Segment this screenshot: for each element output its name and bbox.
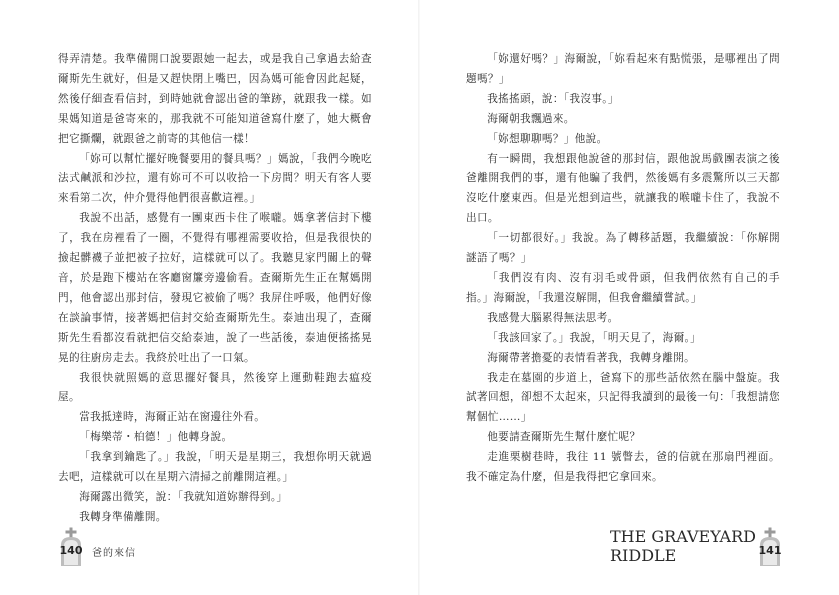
paragraph: 「妳還好嗎？」海爾說，「妳看起來有點慌張，是哪裡出了問題嗎？」 (466, 53, 780, 85)
paragraph: 當我抵達時，海爾正站在窗邊往外看。 (79, 411, 266, 424)
paragraph: 海爾帶著擔憂的表情看著我，我轉身離開。 (487, 351, 696, 364)
paragraph: 得弄清楚。我準備開口說要跟她一起去，或是我自己拿過去給查爾斯先生就好，但是又趕快閉上嘴巴，因為媽可能會因此起疑，然後仔細查看信封，到時她就會認出爸的筆跡，就跟我一樣。如果媽知道是爸寄來的，那我就不可能知道爸寫什麼了，她大概會把它撕爛，就跟爸之前寄的其他信一樣！ (58, 53, 372, 145)
paragraph: 我說不出話，感覺有一團東西卡住了喉嚨。媽拿著信封下樓了，我在房裡看了一圈，不覺得有哪裡需要收拾，但是我很快的撿起髒襪子並把被子拉好，這樣就可以了。我聽見家門關上的聲音，於是跑下樓站在客廳窗簾旁邊偷看。查爾斯先生正在幫媽開門，他會認出那封信，發現它被偷了嗎？我屏住呼吸，他們好像在談論事情，接著媽把信封交給查爾斯先生。泰迪出現了，查爾斯先生看都沒看就把信交給泰迪，說了一些話後，泰迪便搖搖晃晃的往廚房走去。我終於吐出了一口氣。 (58, 212, 372, 364)
paragraph: 「梅樂蒂・柏德！」他轉身說。 (79, 431, 233, 444)
paragraph: 「我該回家了。」我說，「明天見了，海爾。」 (487, 331, 702, 344)
paragraph: 「妳想聊聊嗎？」他說。 (487, 132, 608, 145)
paragraph: 我搖搖頭，說：「我沒事。」 (487, 92, 619, 105)
paragraph: 走進栗樹巷時，我往 11 號瞥去，爸的信就在那扇門裡面。我不確定為什麼，但是我得把它拿回來。 (466, 451, 780, 484)
paragraph: 他要請查爾斯先生幫什麼忙呢？ (487, 431, 641, 444)
paragraph: 有一瞬間，我想跟他說爸的那封信，跟他說馬戲團表演之後爸離開我們的事，還有他騙了我們，然後媽有多震驚所以三天都沒吃什麼東西。但是光想到這些，就讓我的喉嚨卡住了，我說不出口。 (466, 152, 780, 225)
paragraph: 「一切都很好。」我說。為了轉移話題，我繼續說：「你解開謎語了嗎？」 (466, 232, 780, 265)
paragraph: 海爾露出微笑，說：「我就知道妳辦得到。」 (79, 490, 288, 503)
tombstone-icon (757, 527, 783, 567)
page-number: 140 (59, 544, 83, 557)
running-head-series-title: THE GRAVEYARD RIDDLE (610, 527, 756, 565)
running-head-book-title: 爸的來信 (92, 548, 136, 559)
page-number: 141 (758, 544, 782, 557)
paragraph: 「我們沒有肉、沒有羽毛或骨頭，但我們依然有自己的手指。」海爾說，「我還沒解開，但我會繼續嘗試。」 (466, 271, 780, 304)
paragraph: 「我拿到鑰匙了。」我說，「明天是星期三，我想你明天就過去吧，這樣就可以在星期六清掃之前離開這裡。」 (58, 451, 372, 484)
right-page-footer (610, 527, 810, 573)
paragraph: 我很快就照媽的意思擺好餐具，然後穿上運動鞋跑去瘟疫屋。 (58, 371, 372, 404)
paragraph: 「妳可以幫忙擺好晚餐要用的餐具嗎？」媽說，「我們今晚吃法式鹹派和沙拉，還有妳可不可以收拾一下房間？明天有客人要來看第二次，仲介覺得他們很喜歡這裡。」 (58, 152, 372, 205)
paragraph: 我轉身準備離開。 (79, 510, 167, 523)
paragraph: 我走在墓園的步道上，爸寫下的那些話依然在腦中盤旋。我試著回想，卻想不太起來，只記得我讀到的最後一句：「我想請您幫個忙……」 (466, 371, 780, 424)
paragraph: 我感覺大腦累得無法思考。 (487, 311, 619, 324)
paragraph: 海爾朝我飄過來。 (487, 112, 575, 125)
